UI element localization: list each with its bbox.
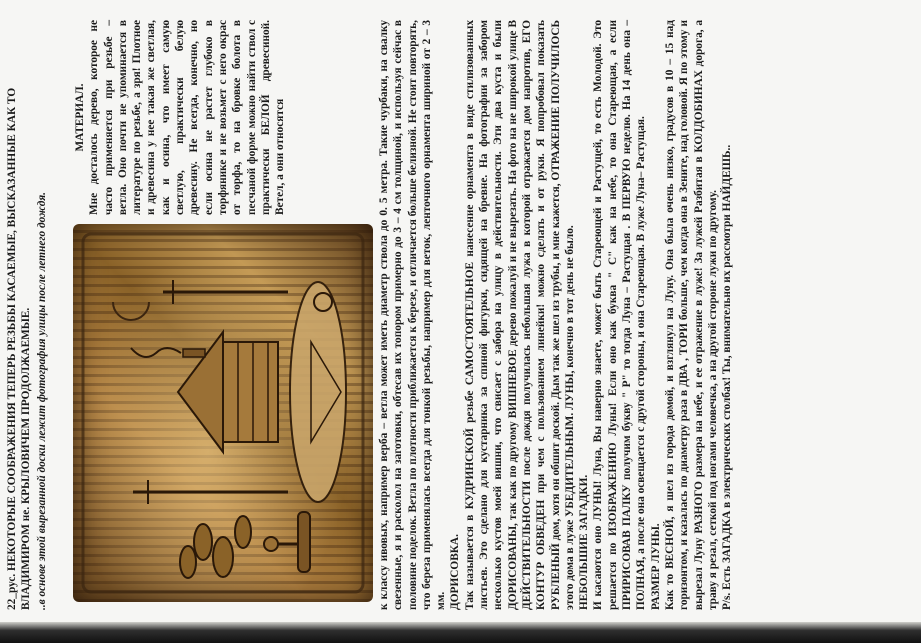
header-block bbox=[5, 20, 49, 610]
rotated-document bbox=[5, 20, 795, 610]
section-heading-moon-size: РАЗМЕР ЛУНЫ. bbox=[649, 523, 662, 610]
section-heading-riddles: НЕБОЛЬШИЕ ЗАГАДКИ. bbox=[578, 474, 591, 610]
body-paragraph-4: Как то ВЕСНОЙ, я шел из города домой, и взглянул на Луну. Она была очень низко, градусов в 10 – 15 над горизонтом, и казалась по диаметру раза в ДВА , ТОРИ больше, чем когда она в Зените, над головой. Я по этому и вырезал Луну РАЗНОГО размера на небе, и ее отражение в луже! За лужей Разбитая в КОЛДОБИНАХ дорога, а траву я резал, сеткой под ногами человечка, а на другой стороне лужи по другому. bbox=[663, 20, 719, 610]
material-column bbox=[73, 20, 287, 215]
scan-bottom-edge bbox=[0, 622, 921, 643]
body-paragraph-2: Так называется в КУДРИНСКОЙ резьбе САМОСТОЯТЕЛЬНОЕ нанесение орнамента в виде стилизованных листьев. Это сделано для кустарника за спиной фигурки, сидящей на бревне. На фотографии за забором несколько кустов моей вишни, что свисает с забора на улицу в действительности. Эти два куста и были ДОРИСОВАНЫ, так как по другому ВИШНЕВОЕ дерево пожалуй и не вырезать. На фото на не широкой улице В ДЕЙСТВИТЕЛЬНОСТИ после дождя получилась небольшая лужа в которой отражается дом напротив, ЕГО КОНТУР ОБВЕДЕН при чем с пользованием линейки! можно сделать и от руки. Я попробовал показать РУБЛЕНЫЙ дом, хотя он обшит доской. Дым так же шел из трубы, и мне кажется, ОТРАЖЕНИЕ ПОЛУЧИЛОСЬ этого дома в луже УБЕДИТЕЛЬНЫМ. ЛУНЫ, конечно в тот день не было. bbox=[463, 20, 576, 610]
body-paragraph-3: И касаются оно ЛУНЫ! Луна, Вы наверно знаете, может быть Стареющей и Растущей, то есть Молодой. Это решается по ИЗОБРАЖЕНИЮ Луны! Если оно как буква " С" как на небе, то она Стареющая, а если ПРИРИСОВАВ ПАЛКУ получим букву " Р" то тогда Луна – Растущая . В ПЕРВУЮ неделю. На 14 день она –ПОЛНАЯ, а после она освещается с другой стороны, и она Стареющая. В луже Луна– Растущая. bbox=[592, 20, 648, 610]
moon-icon bbox=[113, 302, 149, 320]
body-text bbox=[377, 20, 734, 610]
carved-board-photo bbox=[73, 224, 373, 602]
section-heading-dorisovka: ДОРИСОВКА. bbox=[449, 534, 462, 610]
document-heading: 22_рус. НЕКОТОРЫЕ СООБРАЖЕНИЯ ТЕПЕРЬ РЕЗЬБЫ КАСАЕМЫЕ, ВЫСКАЗАННЫЕ КАК ТО ВЛАДИМИРОМ не. КРЫЛОВИЧЕМ ПРОДОЛЖАЕМЫЕ. bbox=[6, 87, 33, 610]
body-paragraph-1: к классу ивовых, например верба – ветла может иметь диаметр ствола до 0. 5 метра. Такие чурбаки, на свалку свезенные, я и расколол на заготовки, обтесав их топором примерно до 3 – 4 см толщиной, и используя сейчас в половине поделок. Ветла по плотности приближается к березе, и отличается больше белизной. Не стоит повторять, что береза применялась всегда для тонкой резьбы, например для веток, ленточного орнамента шириной от 2 – 3 мм. bbox=[378, 20, 448, 610]
photo-caption: ..в основе этой вырезанной доски лежит фотография улицы после летнего дождя. bbox=[35, 192, 48, 610]
material-title: МАТЕРИАЛ. bbox=[74, 83, 86, 152]
carving-illustration bbox=[73, 224, 373, 602]
material-paragraph: Мне досталось дерево, которое не часто применяется при резьбе – ветла. Оно почти не упоминается в литературе по резьбе, а зря! Плотное и древесина у нее такая же светлая, как и осина, что имеет самую светлую, практически белую древесину. Не всегда, конечно, но если осина не растет глубоко в торфянике и не возьмет с него окрас от торфа, то на бровке болота в песчаной форме можно найти ствол с практически БЕЛОЙ древесиной. Ветел, а они относятся bbox=[88, 20, 287, 215]
body-paragraph-ps: P/s. Есть ЗАГАДКА в электрических столбах! Ты, внимательно их рассмотри НАЙДЕШЬ.. bbox=[721, 144, 734, 610]
